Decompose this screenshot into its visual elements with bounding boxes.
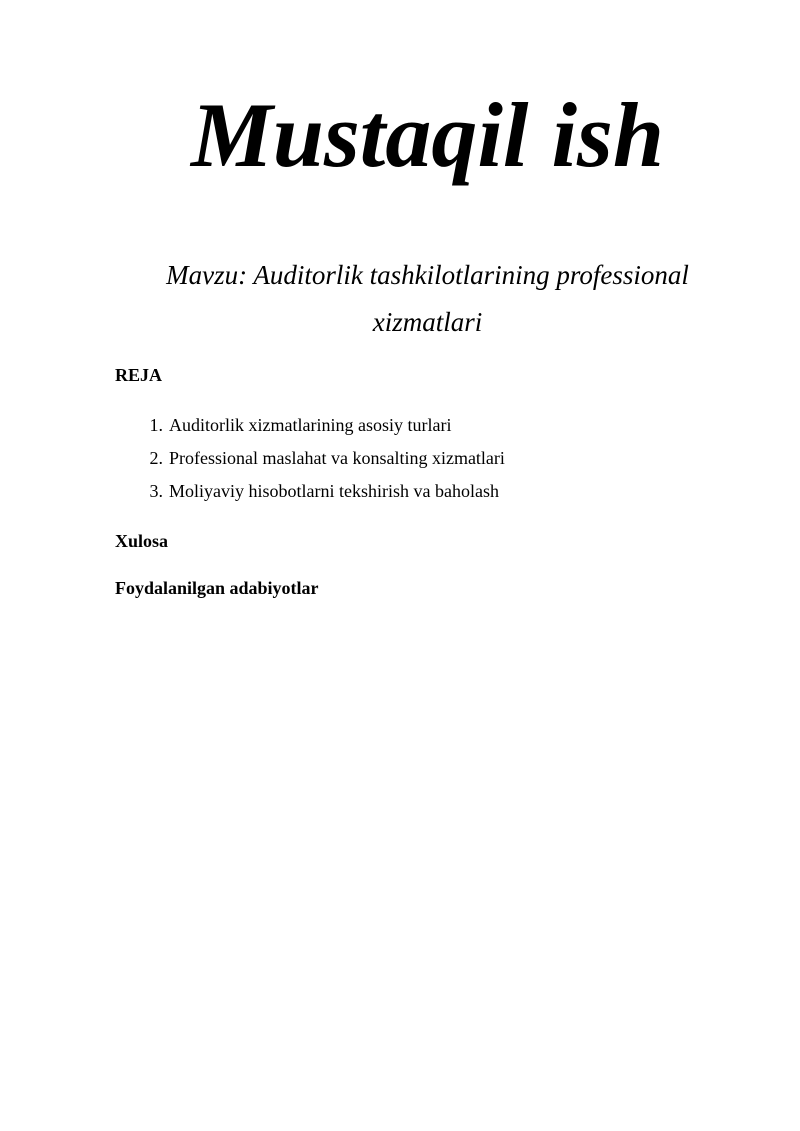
list-item xyxy=(115,414,505,436)
list-item-number: 1. xyxy=(149,415,163,435)
list-item xyxy=(115,447,505,469)
list-item xyxy=(115,480,505,502)
list-item-number: 2. xyxy=(149,448,163,468)
document-title: Mustaqil ish xyxy=(191,84,664,186)
list-item-text: Professional maslahat va konsalting xizmatlari xyxy=(169,448,505,468)
references-heading: Foydalanilgan adabiyotlar xyxy=(115,578,319,598)
conclusion-heading: Xulosa xyxy=(115,531,169,551)
document-subtitle: Mavzu: Auditorlik tashkilotlarining professional xizmatlari xyxy=(166,260,689,337)
plan-list xyxy=(115,414,505,513)
list-item-number: 3. xyxy=(149,481,163,501)
list-item-text: Moliyaviy hisobotlarni tekshirish va baholash xyxy=(169,481,499,501)
list-item-text: Auditorlik xizmatlarining asosiy turlari xyxy=(169,415,452,435)
plan-heading: REJA xyxy=(115,365,163,385)
